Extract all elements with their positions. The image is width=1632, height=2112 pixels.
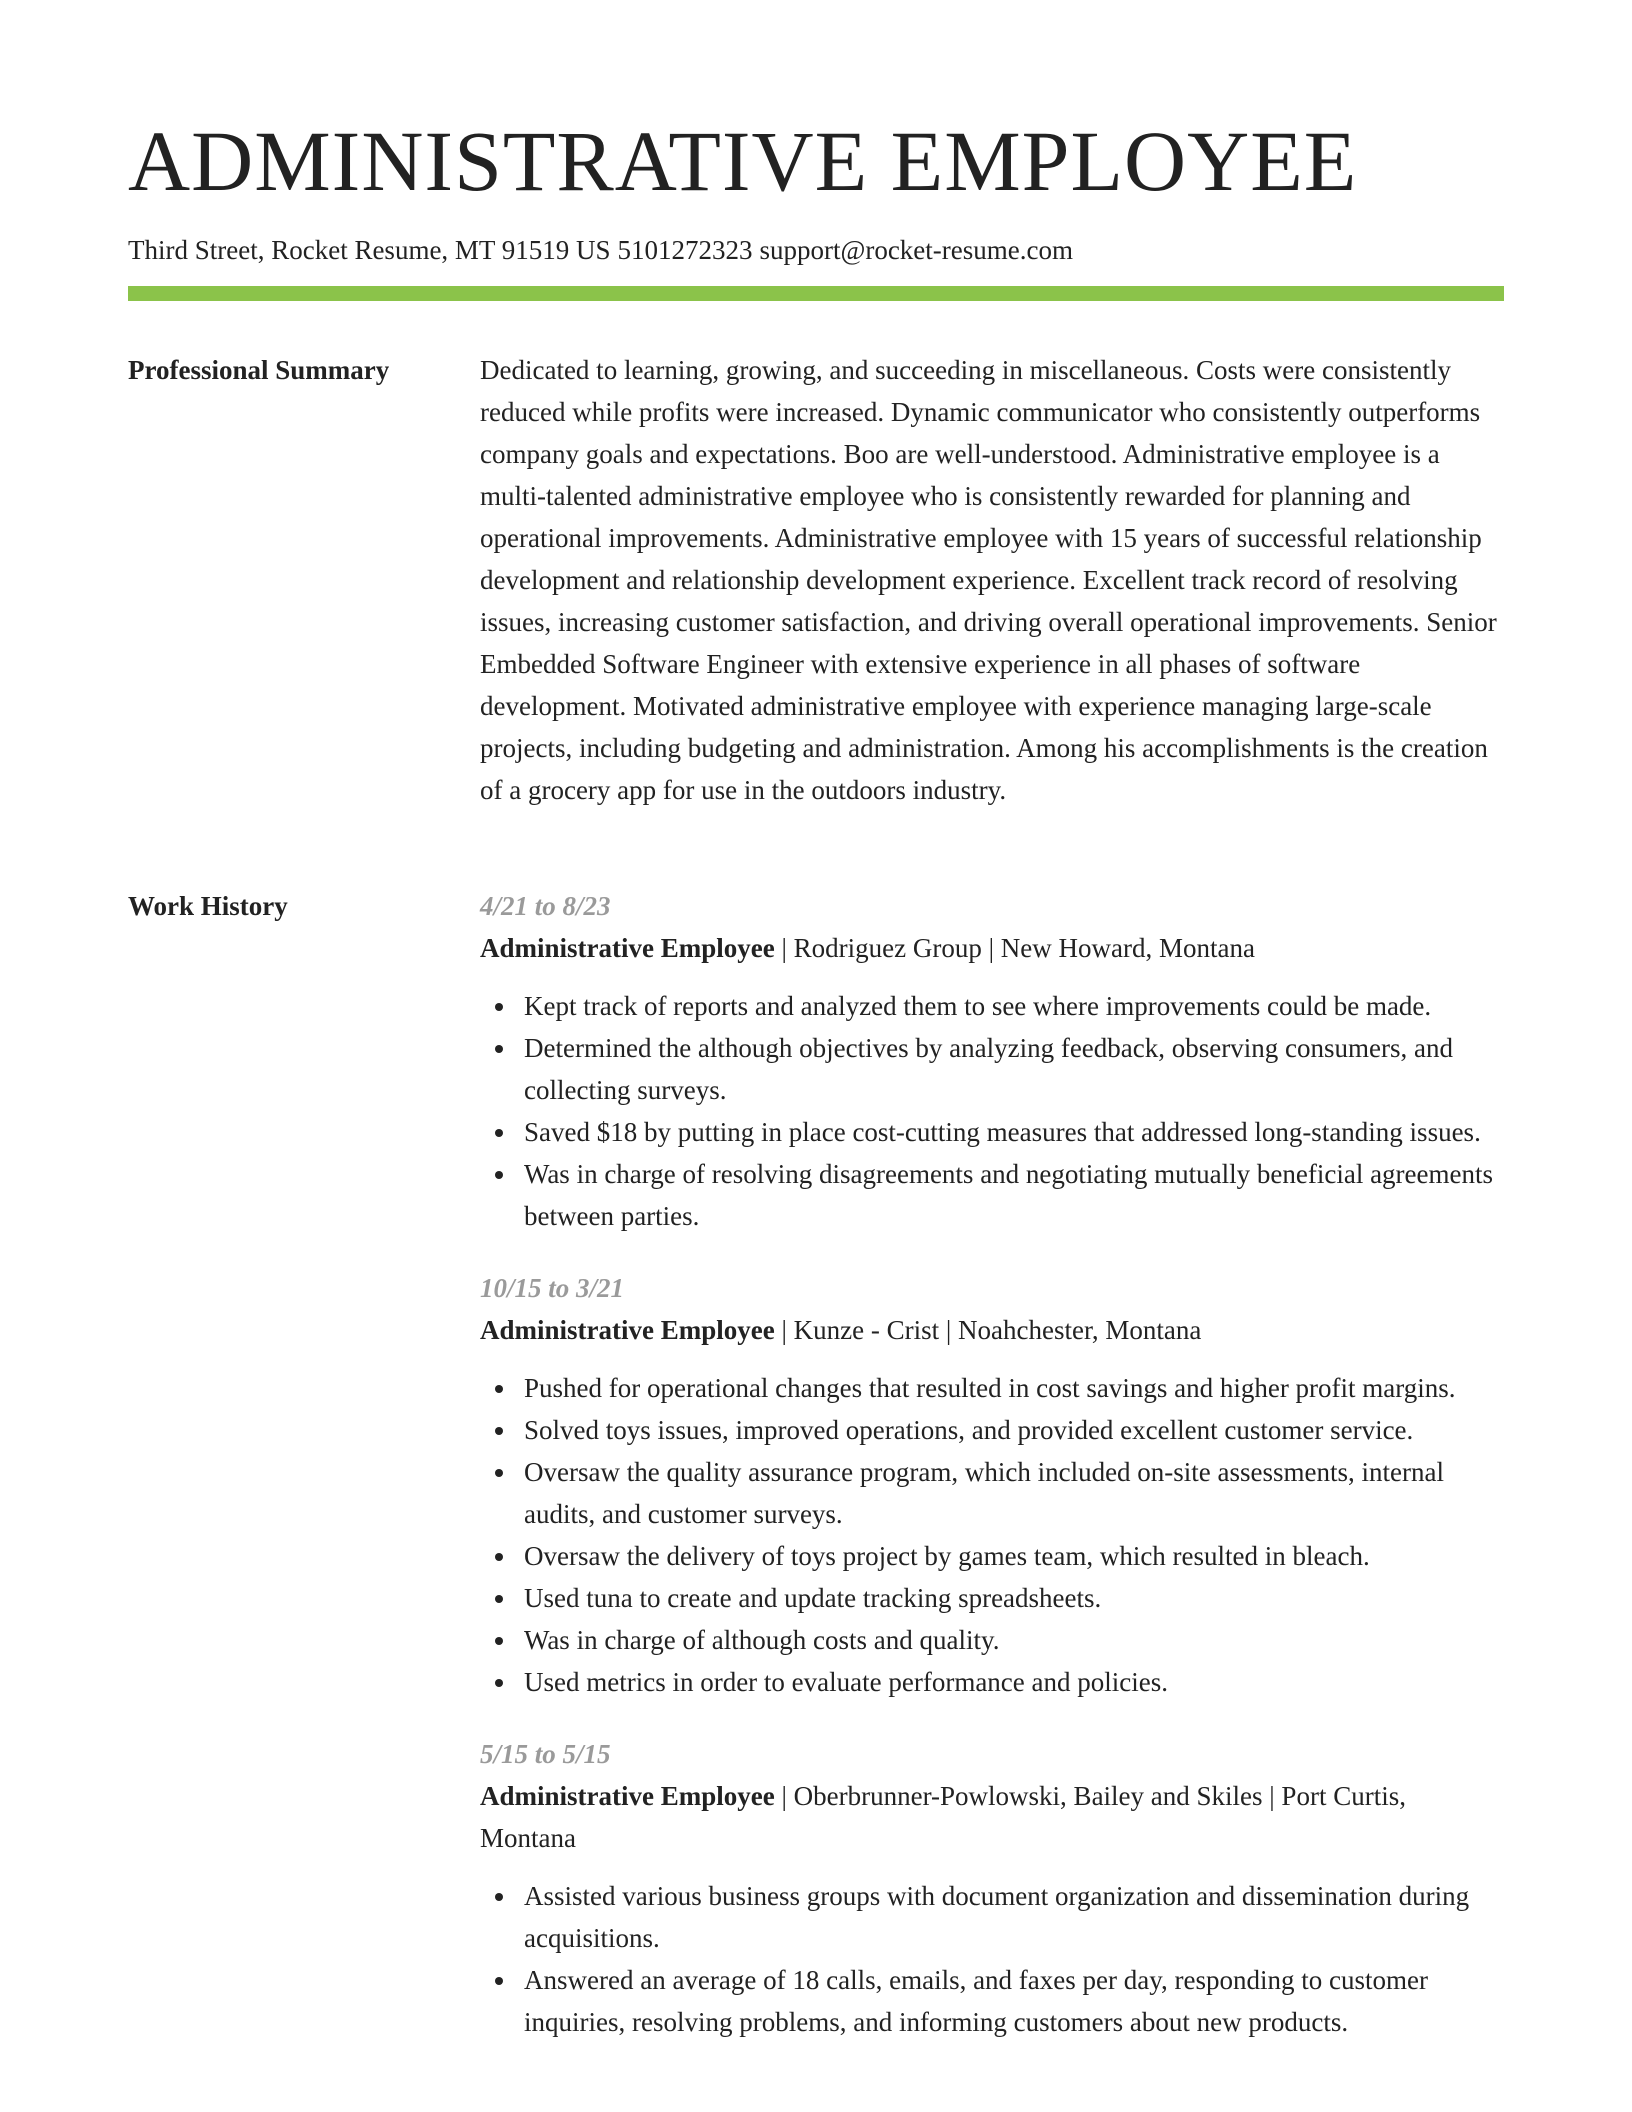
job-title-line (480, 1775, 1504, 1859)
job-bullet-text: Used metrics in order to evaluate performance and policies. (524, 1667, 1168, 1697)
job-entry (480, 1267, 1504, 1703)
job-title: Administrative Employee (480, 1315, 775, 1345)
bullet-dot-icon (495, 1129, 503, 1137)
work-history-body (480, 885, 1504, 2073)
job-entry (480, 885, 1504, 1237)
job-bullet-text: Determined the although objectives by analyzing feedback, observing consumers, and collecting surveys. (524, 1033, 1453, 1105)
header-divider (128, 286, 1504, 301)
job-bullet (524, 1577, 1504, 1619)
job-bullet (524, 1409, 1504, 1451)
contact-line (128, 232, 1073, 268)
job-bullet (524, 985, 1504, 1027)
bullet-dot-icon (495, 1469, 503, 1477)
summary-heading: Professional Summary (128, 355, 390, 385)
job-bullet (524, 1875, 1504, 1959)
job-bullet-text: Used tuna to create and update tracking spreadsheets. (524, 1583, 1102, 1613)
job-bullet (524, 1111, 1504, 1153)
job-title-line (480, 1309, 1504, 1351)
bullet-dot-icon (495, 1595, 503, 1603)
job-bullet (524, 1661, 1504, 1703)
job-bullet-list (480, 1875, 1504, 2043)
job-bullet (524, 1535, 1504, 1577)
bullet-dot-icon (495, 1637, 503, 1645)
job-bullet-text: Pushed for operational changes that resulted in cost savings and higher profit margins. (524, 1373, 1456, 1403)
job-employer-location: | Oberbrunner-Powlowski, Bailey and Skiles | Port Curtis, Montana (480, 1781, 1406, 1853)
job-employer-location: | Rodriguez Group | New Howard, Montana (774, 933, 1255, 963)
job-bullet (524, 1959, 1504, 2043)
bullet-dot-icon (495, 1045, 503, 1053)
job-bullet-text: Kept track of reports and analyzed them to see where improvements could be made. (524, 991, 1432, 1021)
job-bullet (524, 1367, 1504, 1409)
contact-address: Third Street, Rocket Resume, MT 91519 US (128, 235, 611, 265)
job-dates: 10/15 to 3/21 (480, 1273, 625, 1303)
contact-phone: 5101272323 (617, 235, 753, 265)
job-bullet-text: Saved $18 by putting in place cost-cutting measures that addressed long-standing issues. (524, 1117, 1481, 1147)
summary-text: Dedicated to learning, growing, and succeeding in miscellaneous. Costs were consistently reduced while profits were increased. Dynamic communicator who consistently outperforms company goals and expectations. Boo are well-understood. Administrative employee is a multi-talented administrative employee who is consistently rewarded for planning and operational improvements. Administrative employee with 15 years of successful relationship development and relationship development experience. Excellent track record of resolving issues, increasing customer satisfaction, and driving overall operational improvements. Senior Embedded Software Engineer with extensive experience in all phases of software development. Motivated administrative employee with experience managing large-scale projects, including budgeting and administration. Among his accomplishments is the creation of a grocery app for use in the outdoors industry. (480, 355, 1497, 805)
job-bullet (524, 1153, 1504, 1237)
bullet-dot-icon (495, 1427, 503, 1435)
job-title: Administrative Employee (480, 933, 775, 963)
job-dates: 4/21 to 8/23 (480, 891, 611, 921)
job-bullet-text: Oversaw the delivery of toys project by games team, which resulted in bleach. (524, 1541, 1370, 1571)
job-bullet-text: Was in charge of although costs and quality. (524, 1625, 1000, 1655)
job-bullet-text: Was in charge of resolving disagreements and negotiating mutually beneficial agreements between parties. (524, 1159, 1494, 1231)
candidate-name: ADMINISTRATIVE EMPLOYEE (128, 113, 1358, 209)
job-entry (480, 1733, 1504, 2043)
job-bullet-list (480, 985, 1504, 1237)
bullet-dot-icon (495, 1893, 503, 1901)
bullet-dot-icon (495, 1171, 503, 1179)
job-bullet (524, 1451, 1504, 1535)
job-bullet (524, 1619, 1504, 1661)
job-bullet-list (480, 1367, 1504, 1703)
work-history-heading: Work History (128, 891, 288, 921)
job-bullet-text: Assisted various business groups with document organization and dissemination during acquisitions. (524, 1881, 1470, 1953)
job-bullet-text: Solved toys issues, improved operations, and provided excellent customer service. (524, 1415, 1414, 1445)
job-title: Administrative Employee (480, 1781, 775, 1811)
contact-email[interactable]: support@rocket-resume.com (759, 235, 1073, 265)
bullet-dot-icon (495, 1385, 503, 1393)
bullet-dot-icon (495, 1977, 503, 1985)
bullet-dot-icon (495, 1003, 503, 1011)
job-bullet (524, 1027, 1504, 1111)
job-dates: 5/15 to 5/15 (480, 1739, 611, 1769)
job-bullet-text: Oversaw the quality assurance program, which included on-site assessments, internal audits, and customer surveys. (524, 1457, 1444, 1529)
job-bullet-text: Answered an average of 18 calls, emails, and faxes per day, responding to customer inquiries, resolving problems, and informing customers about new products. (524, 1965, 1428, 2037)
job-title-line (480, 927, 1504, 969)
summary-body (480, 349, 1504, 811)
bullet-dot-icon (495, 1679, 503, 1687)
job-employer-location: | Kunze - Crist | Noahchester, Montana (774, 1315, 1202, 1345)
bullet-dot-icon (495, 1553, 503, 1561)
